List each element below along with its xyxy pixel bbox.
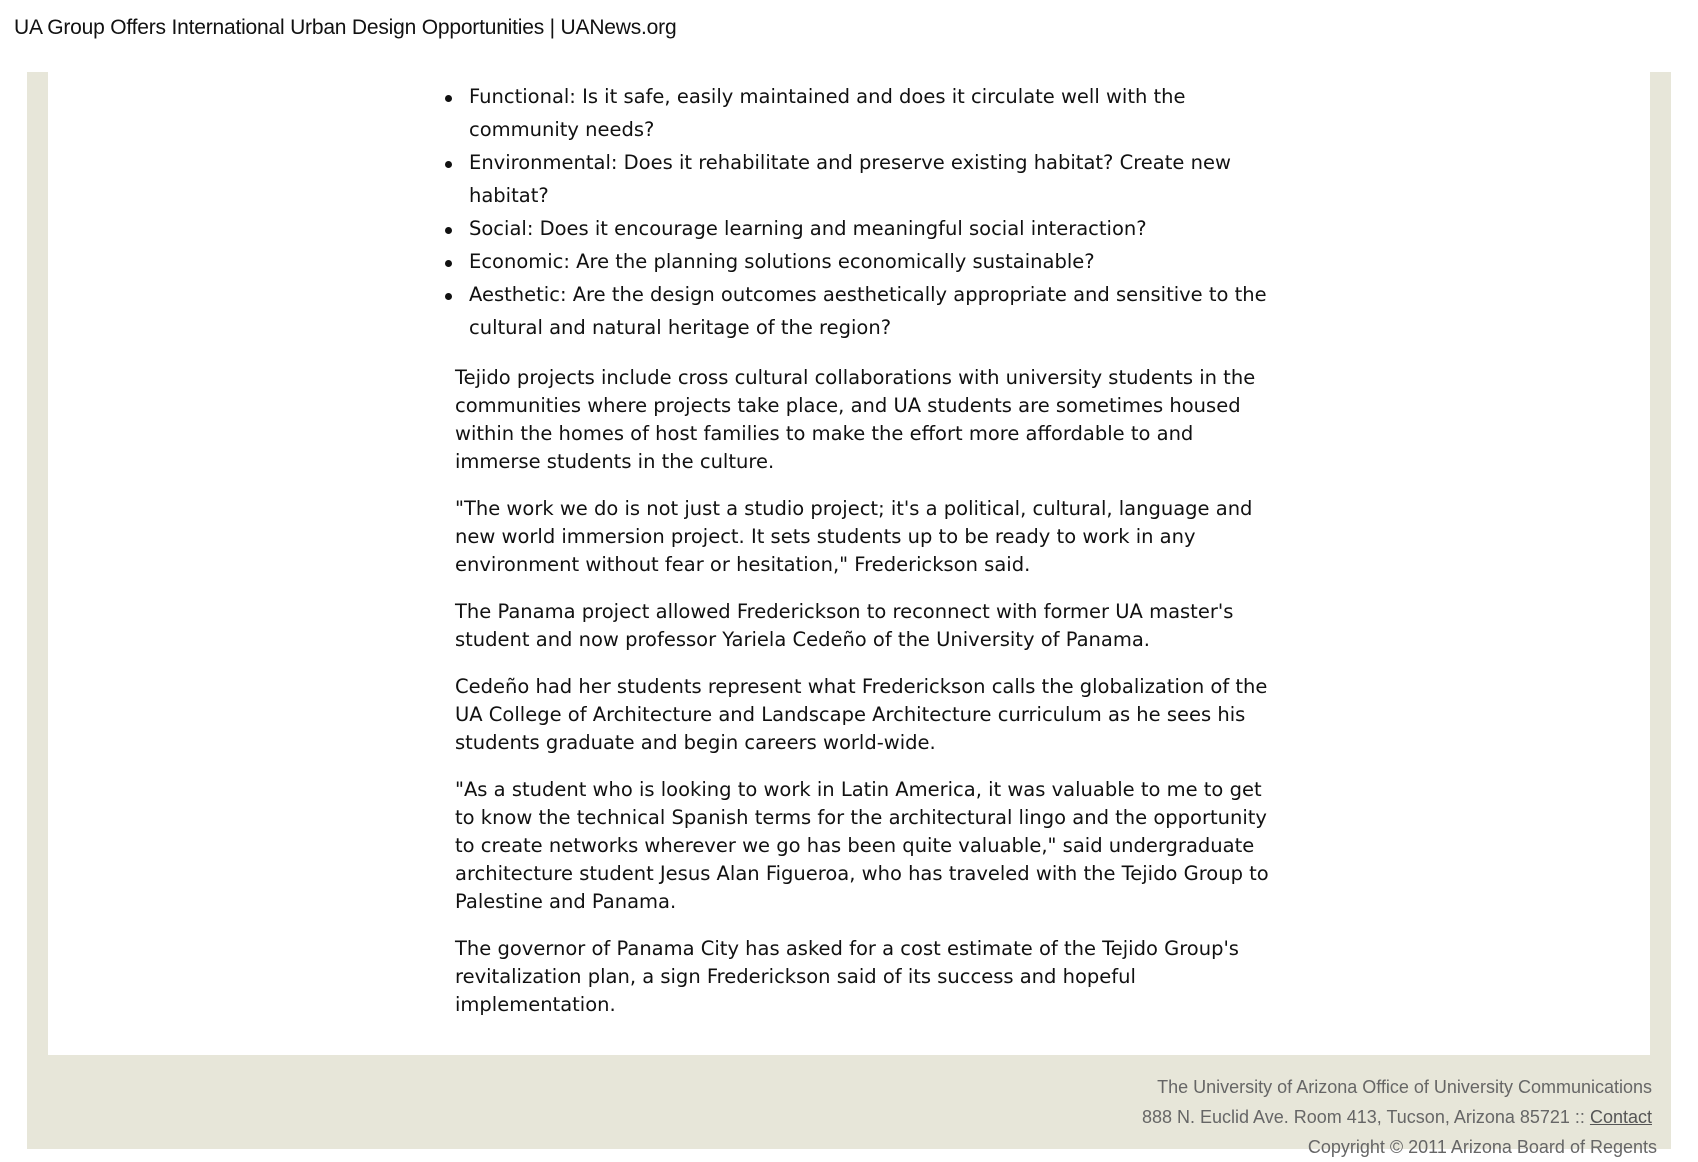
bullet-icon: [445, 227, 452, 234]
list-item: [453, 212, 1273, 245]
contact-link[interactable]: Contact: [1589, 1107, 1652, 1127]
footer-office: The University of Arizona Office of University Communications: [1157, 1077, 1652, 1097]
bullet-icon: [445, 293, 452, 300]
bullet-icon: [445, 260, 452, 267]
list-item-text: Environmental: Does it rehabilitate and preserve existing habitat? Create new habitat?: [469, 151, 1231, 207]
article-paragraph: "The work we do is not just a studio project; it's a political, cultural, language and new world immersion project. It sets students up to be ready to work in any environment without fear or hesitation," Frederickson said.: [455, 497, 1253, 576]
criteria-list: [453, 80, 1273, 344]
list-item: [453, 146, 1273, 212]
list-item-text: Economic: Are the planning solutions economically sustainable?: [469, 250, 1095, 273]
list-item: [453, 245, 1273, 278]
list-item-text: Aesthetic: Are the design outcomes aesthetically appropriate and sensitive to the cultural and natural heritage of the region?: [469, 283, 1267, 339]
list-item-text: Social: Does it encourage learning and meaningful social interaction?: [469, 217, 1147, 240]
list-item-text: Functional: Is it safe, easily maintained and does it circulate well with the community needs?: [469, 85, 1186, 141]
footer-copyright: Copyright © 2011 Arizona Board of Regents: [1307, 1137, 1657, 1157]
list-item: [453, 80, 1273, 146]
footer-address: 888 N. Euclid Ave. Room 413, Tucson, Arizona 85721 ::: [1141, 1107, 1585, 1127]
article-paragraph: "As a student who is looking to work in Latin America, it was valuable to me to get to know the technical Spanish terms for the architectural lingo and the opportunity to create networks wherever we go has been quite valuable," said undergraduate architecture student Jesus Alan Figueroa, who has traveled with the Tejido Group to Palestine and Panama.: [455, 778, 1269, 913]
page-title: UA Group Offers International Urban Design Opportunities | UANews.org: [14, 16, 677, 39]
list-item: [453, 278, 1273, 344]
bullet-icon: [445, 95, 452, 102]
article-paragraph: Tejido projects include cross cultural collaborations with university students in the communities where projects take place, and UA students are sometimes housed within the homes of host families to make the effort more affordable to and immerse students in the culture.: [455, 366, 1256, 473]
article-paragraph: The governor of Panama City has asked for a cost estimate of the Tejido Group's revitalization plan, a sign Frederickson said of its success and hopeful implementation.: [455, 937, 1239, 1016]
article-body: [453, 72, 1273, 1019]
footer-address-line: [1142, 1102, 1652, 1132]
bullet-icon: [445, 161, 452, 168]
article-paragraph: The Panama project allowed Frederickson to reconnect with former UA master's student and now professor Yariela Cedeño of the University of Panama.: [455, 600, 1234, 651]
article-paragraph: Cedeño had her students represent what Frederickson calls the globalization of the UA College of Architecture and Landscape Architecture curriculum as he sees his students graduate and begin careers world-wide.: [455, 675, 1268, 754]
